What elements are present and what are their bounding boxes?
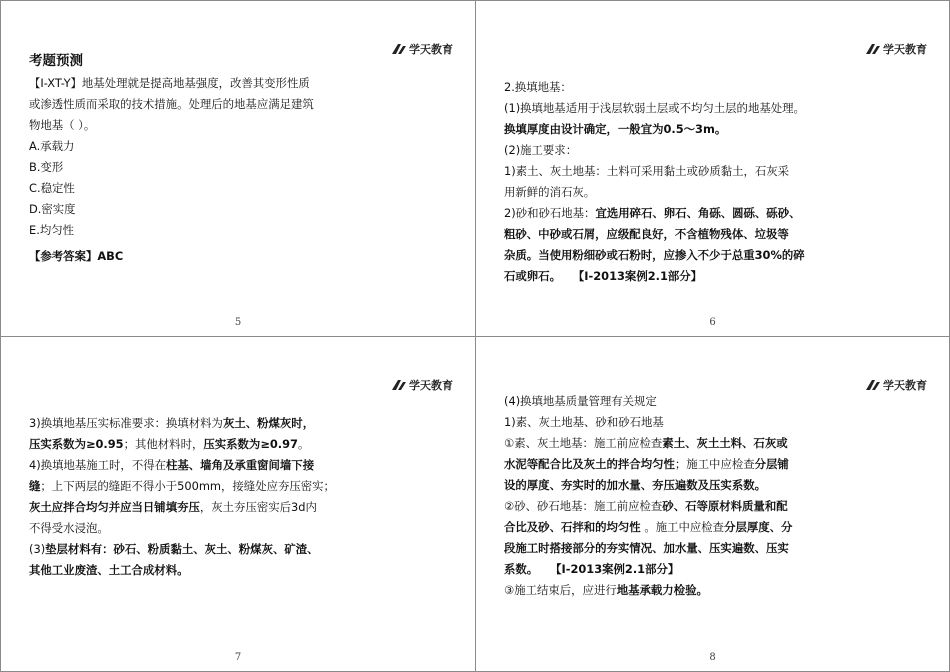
page-number: 5 — [234, 317, 242, 328]
text-line: 灰土应拌合均匀并应当日铺填夯压，灰土夯压密实后3d内 — [29, 500, 317, 514]
brand-logo — [392, 377, 453, 393]
page-number: 6 — [709, 317, 716, 328]
page-5-content — [29, 49, 455, 267]
option-c: C.稳定性 — [29, 181, 75, 195]
text-line: 不得受水浸泡。 — [29, 521, 109, 535]
text-line: 杂质。当使用粉细砂或石粉时，应掺入不少于总重30%的碎 — [504, 248, 805, 262]
text-line: 2.换填地基： — [504, 80, 572, 94]
section-title: 考题预测 — [29, 53, 83, 69]
slide-page-7 — [0, 336, 476, 672]
text-line: 其他工业废渣、土工合成材料。 — [29, 563, 189, 577]
text-line: 段施工时搭接部分的夯实情况、加水量、压实遍数、压实 — [504, 541, 789, 555]
text-line: 设的厚度、夯实时的加水量、夯压遍数及压实系数。 — [504, 478, 766, 492]
text-line: (4)换填地基质量管理有关规定 — [504, 394, 657, 408]
question-line-3: 物地基（ ）。 — [29, 118, 96, 132]
text-line: 2)砂和砂石地基：宜选用碎石、卵石、角砾、圆砾、砾砂、 — [504, 206, 801, 220]
text-line: (3)垫层材料有：砂石、粉质黏土、灰土、粉煤灰、矿渣、 — [29, 542, 319, 556]
option-b: B.变形 — [29, 160, 64, 174]
option-d: D.密实度 — [29, 202, 76, 216]
brand-mark-icon — [392, 380, 406, 390]
text-line: 用新鲜的消石灰。 — [504, 185, 596, 199]
brand-name: 学天教育 — [409, 43, 453, 56]
text-line: 压实系数为≥0.95；其他材料时，压实系数为≥0.97。 — [29, 437, 310, 451]
brand-name: 学天教育 — [883, 379, 927, 392]
text-line: 缝；上下两层的缝距不得小于500mm，接缝处应夯压密实； — [29, 479, 335, 493]
slide-page-5 — [0, 0, 476, 337]
text-line: 石或卵石。 【Ⅰ-2013案例2.1部分】 — [504, 269, 703, 283]
reference-answer: 【参考答案】ABC — [29, 249, 124, 263]
text-line: 3)换填地基压实标准要求：换填材料为灰土、粉煤灰时， — [29, 416, 315, 430]
text-line: 1)素、灰土地基、砂和砂石地基 — [504, 415, 664, 429]
page-8-content — [504, 391, 929, 601]
text-line: ②砂、砂石地基：施工前应检查砂、石等原材料质量和配 — [504, 499, 788, 513]
brand-logo — [866, 41, 927, 57]
page-number: 8 — [709, 652, 716, 663]
slide-page-8 — [475, 336, 950, 672]
text-line: 系数。 【Ⅰ-2013案例2.1部分】 — [504, 562, 680, 576]
page-6-content — [504, 77, 929, 287]
text-line: 粗砂、中砂或石屑，应级配良好，不含植物残体、垃圾等 — [504, 227, 789, 241]
text-line: 水泥等配合比及灰土的拌合均匀性；施工中应检查分层铺 — [504, 457, 789, 471]
brand-name: 学天教育 — [409, 379, 453, 392]
text-line: ③施工结束后，应进行地基承载力检验。 — [504, 583, 708, 597]
brand-name: 学天教育 — [883, 43, 927, 56]
slide-page-6 — [475, 0, 950, 337]
text-line: 4)换填地基施工时，不得在柱基、墙角及承重窗间墙下接 — [29, 458, 315, 472]
text-line: 1)素土、灰土地基：土料可采用黏土或砂质黏土，石灰采 — [504, 164, 790, 178]
question-line-2: 或渗透性质而采取的技术措施。处理后的地基应满足建筑 — [29, 97, 314, 111]
text-line: 合比及砂、石拌和的均匀性 。施工中应检查分层厚度、分 — [504, 520, 793, 534]
text-line: 换填厚度由设计确定，一般宜为0.5～3m。 — [504, 122, 727, 136]
text-line: ①素、灰土地基：施工前应检查素土、灰土土料、石灰或 — [504, 436, 788, 450]
page-7-content — [29, 413, 455, 581]
brand-mark-icon — [866, 380, 880, 390]
page-number: 7 — [234, 652, 242, 663]
text-line: (2)施工要求： — [504, 143, 578, 157]
option-e: E.均匀性 — [29, 223, 74, 237]
text-line: (1)换填地基适用于浅层软弱土层或不均匀土层的地基处理。 — [504, 101, 805, 115]
brand-mark-icon — [866, 44, 880, 54]
option-a: A.承载力 — [29, 139, 75, 153]
question-line-1: 【Ⅰ-XT-Y】地基处理就是提高地基强度，改善其变形性质 — [29, 76, 310, 90]
